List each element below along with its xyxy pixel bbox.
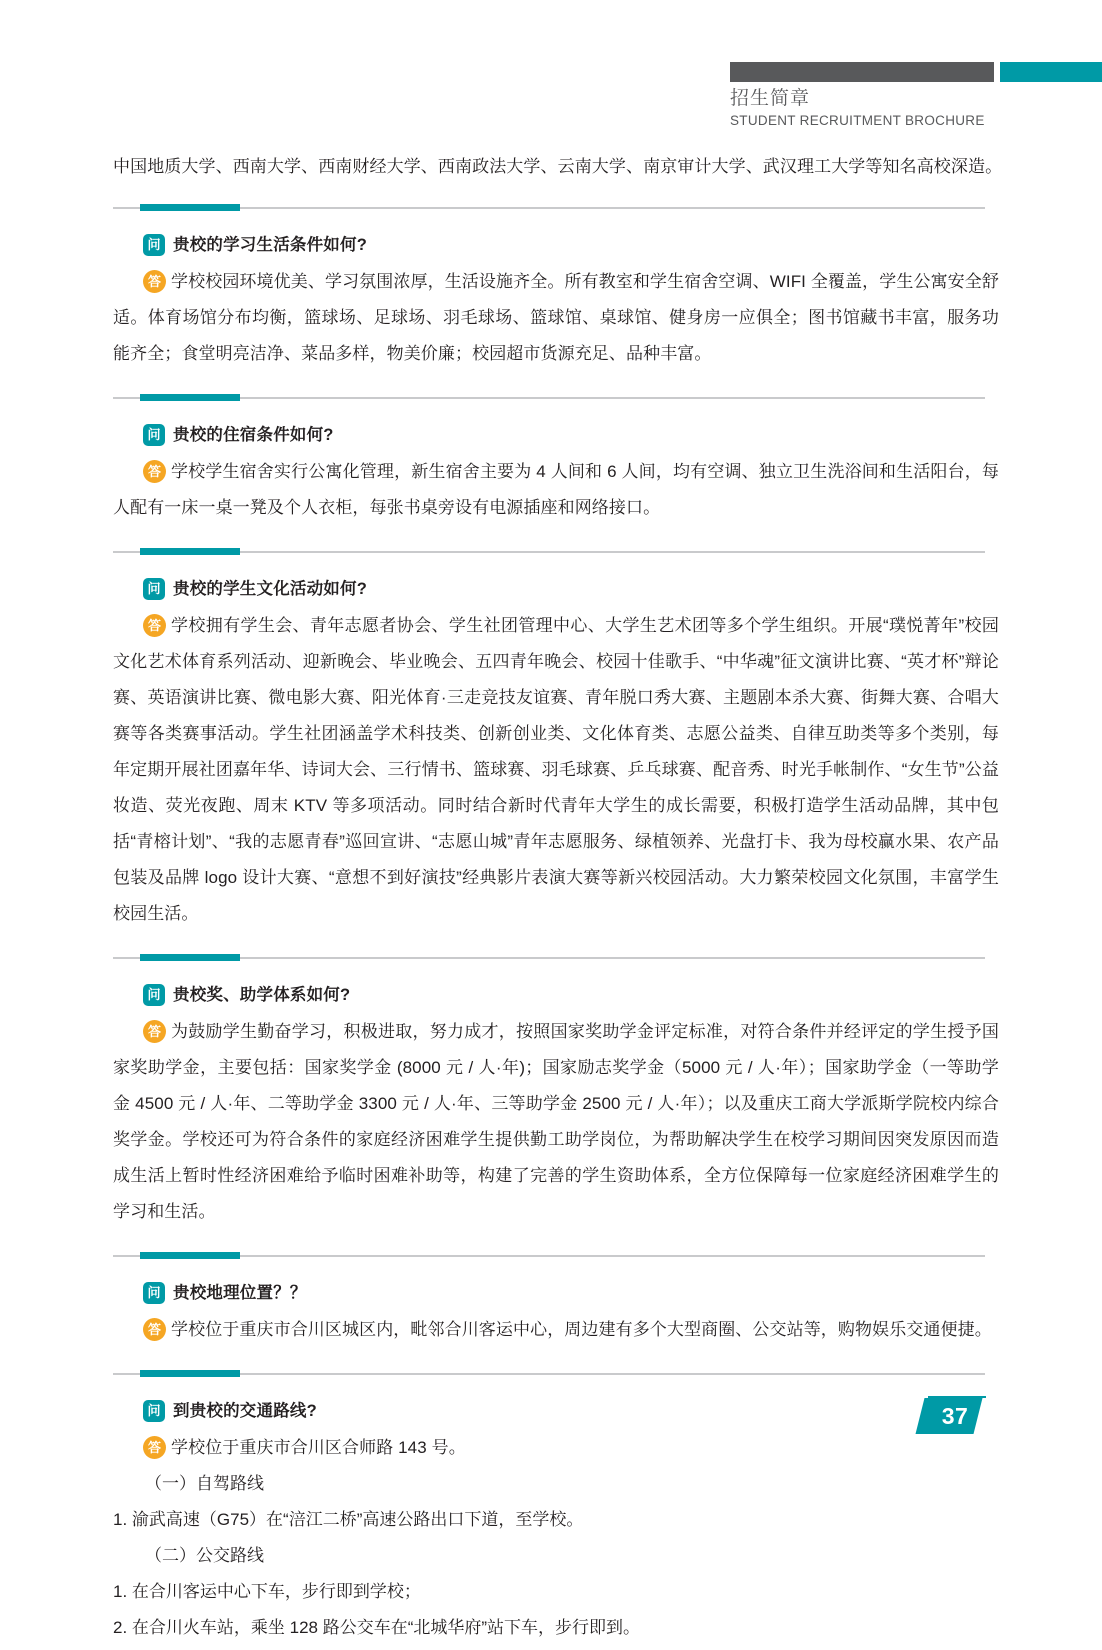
section-divider — [113, 1246, 999, 1266]
divider-line — [113, 397, 985, 399]
qa-section — [113, 980, 999, 1230]
qa-section — [113, 574, 999, 932]
divider-accent — [140, 204, 240, 211]
answer-text: 学校校园环境优美、学习氛围浓厚，生活设施齐全。所有教室和学生宿舍空调、WIFI 全覆盖，学生公寓安全舒适。体育场馆分布均衡，篮球场、足球场、羽毛球场、篮球馆、桌球馆、健身房一应俱全；图书馆藏书丰富，服务功能齐全；食堂明亮洁净、菜品多样，物美价廉；校园超市货源充足、品种丰富。 — [113, 272, 999, 363]
answer-row — [113, 1430, 999, 1466]
question-text: 贵校的住宿条件如何? — [173, 426, 334, 444]
page-header — [0, 0, 1102, 140]
answer-row — [113, 608, 999, 932]
header-title-en: STUDENT RECRUITMENT BROCHURE — [730, 113, 985, 128]
answer-row — [113, 264, 999, 372]
question-row — [113, 420, 999, 450]
answer-badge-icon: 答 — [143, 270, 166, 293]
question-badge-icon: 问 — [143, 1282, 165, 1304]
route-item: 2. 在合川火车站，乘坐 128 路公交车在“北城华府”站下车，步行即到。 — [113, 1618, 641, 1637]
lead-paragraph: 中国地质大学、西南大学、西南财经大学、西南政法大学、云南大学、南京审计大学、武汉理工大学等知名高校深造。 — [113, 157, 1003, 176]
answer-badge-icon: 答 — [143, 1436, 166, 1459]
question-row — [113, 1278, 999, 1308]
question-badge-icon: 问 — [143, 424, 165, 446]
answer-row — [113, 1014, 999, 1230]
page-content — [113, 152, 1003, 1650]
question-row — [113, 574, 999, 604]
question-row — [113, 1396, 999, 1426]
question-text: 贵校奖、助学体系如何? — [173, 986, 351, 1004]
answer-badge-icon: 答 — [143, 1020, 166, 1043]
answer-badge-icon: 答 — [143, 460, 166, 483]
divider-accent — [140, 1370, 240, 1377]
answer-text: 学校学生宿舍实行公寓化管理，新生宿舍主要为 4 人间和 6 人间，均有空调、独立卫生洗浴间和生活阳台，每人配有一床一桌一凳及个人衣柜，每张书桌旁设有电源插座和网络接口。 — [113, 462, 999, 517]
header-bar-dark — [730, 62, 994, 82]
header-title-group — [730, 86, 1102, 130]
section-divider — [113, 198, 999, 218]
section-divider — [113, 948, 999, 968]
question-text: 贵校地理位置？？ — [173, 1284, 307, 1302]
answer-badge-icon: 答 — [143, 1318, 166, 1341]
question-badge-icon: 问 — [143, 984, 165, 1006]
question-badge-icon: 问 — [143, 1400, 165, 1422]
header-title-cn: 招生简章 — [730, 88, 811, 109]
question-row — [113, 230, 999, 260]
question-text: 贵校的学生文化活动如何? — [173, 580, 367, 598]
divider-accent — [140, 954, 240, 961]
answer-text: 学校拥有学生会、青年志愿者协会、学生社团管理中心、大学生艺术团等多个学生组织。开展“璞悦菁年”校园文化艺术体育系列活动、迎新晚会、毕业晚会、五四青年晚会、校园十佳歌手、“中华魂”征文演讲比赛、“英才杯”辩论赛、英语演讲比赛、微电影大赛、阳光体育·三走竞技友谊赛、青年脱口秀大赛、主题剧本杀大赛、街舞大赛、合唱大赛等各类赛事活动。学生社团涵盖学术科技类、创新创业类、文化体育类、志愿公益类、自律互助类等多个类别，每年定期开展社团嘉年华、诗词大会、三行情书、篮球赛、羽毛球赛、乒乓球赛、配音秀、时光手帐制作、“女生节”公益妆造、荧光夜跑、周末 KTV 等多项活动。同时结合新时代青年大学生的成长需要，积极打造学生活动品牌，其中包括“青榕计划”、“我的志愿青春”巡回宣讲、“志愿山城”青年志愿服务、绿植领养、光盘打卡、我为母校赢水果、农产品包装及品牌 logo 设计大赛、“意想不到好演技”经典影片表演大赛等新兴校园活动。大力繁荣校园文化氛围，丰富学生校园生活。 — [113, 616, 999, 923]
section-divider — [113, 388, 999, 408]
question-badge-icon: 问 — [143, 234, 165, 256]
divider-accent — [140, 548, 240, 555]
section-divider — [113, 1364, 999, 1384]
divider-line — [113, 207, 985, 209]
answer-text: 为鼓励学生勤奋学习，积极进取，努力成才，按照国家奖助学金评定标准，对符合条件并经评定的学生授予国家奖助学金，主要包括：国家奖学金 (8000 元 / 人·年)；国家励志奖学金（5000 元 / 人·年）；国家助学金（一等助学金 4500 元 / 人·年、二等助学金 3300 元 / 人·年、三等助学金 2500 元 / 人·年）；以及重庆工商大学派斯学院校内综合奖学金。学校还可为符合条件的家庭经济困难学生提供勤工助学岗位，为帮助解决学生在校学习期间因突发原因而造成生活上暂时性经济困难给予临时困难补助等，构建了完善的学生资助体系，全方位保障每一位家庭经济困难学生的学习和生活。 — [113, 1022, 999, 1221]
divider-line — [113, 1255, 985, 1257]
route-item: 1. 在合川客运中心下车，步行即到学校； — [113, 1582, 421, 1601]
qa-section — [113, 420, 999, 526]
section-divider — [113, 542, 999, 562]
question-text: 到贵校的交通路线? — [173, 1402, 317, 1420]
answer-row — [113, 1312, 999, 1348]
qa-section-routes — [113, 1396, 999, 1646]
question-badge-icon: 问 — [143, 578, 165, 600]
page-number-text: 37 — [941, 1403, 969, 1429]
answer-badge-icon: 答 — [143, 614, 166, 637]
header-bar-teal — [1000, 62, 1102, 82]
divider-line — [113, 1373, 985, 1375]
qa-section — [113, 1278, 999, 1348]
question-row — [113, 980, 999, 1010]
route-group-label: （一）自驾路线 — [145, 1474, 264, 1493]
divider-line — [113, 551, 985, 553]
divider-accent — [140, 1252, 240, 1259]
qa-section — [113, 230, 999, 372]
route-item: 1. 渝武高速（G75）在“涪江二桥”高速公路出口下道，至学校。 — [113, 1510, 584, 1529]
answer-text: 学校位于重庆市合川区合师路 143 号。 — [171, 1438, 466, 1457]
answer-row — [113, 454, 999, 526]
route-group-label: （二）公交路线 — [145, 1546, 264, 1565]
page-number-badge — [920, 1394, 1040, 1438]
divider-line — [113, 957, 985, 959]
answer-text: 学校位于重庆市合川区城区内，毗邻合川客运中心，周边建有多个大型商圈、公交站等，购物娱乐交通便捷。 — [171, 1320, 992, 1339]
question-text: 贵校的学习生活条件如何? — [173, 236, 367, 254]
divider-accent — [140, 394, 240, 401]
